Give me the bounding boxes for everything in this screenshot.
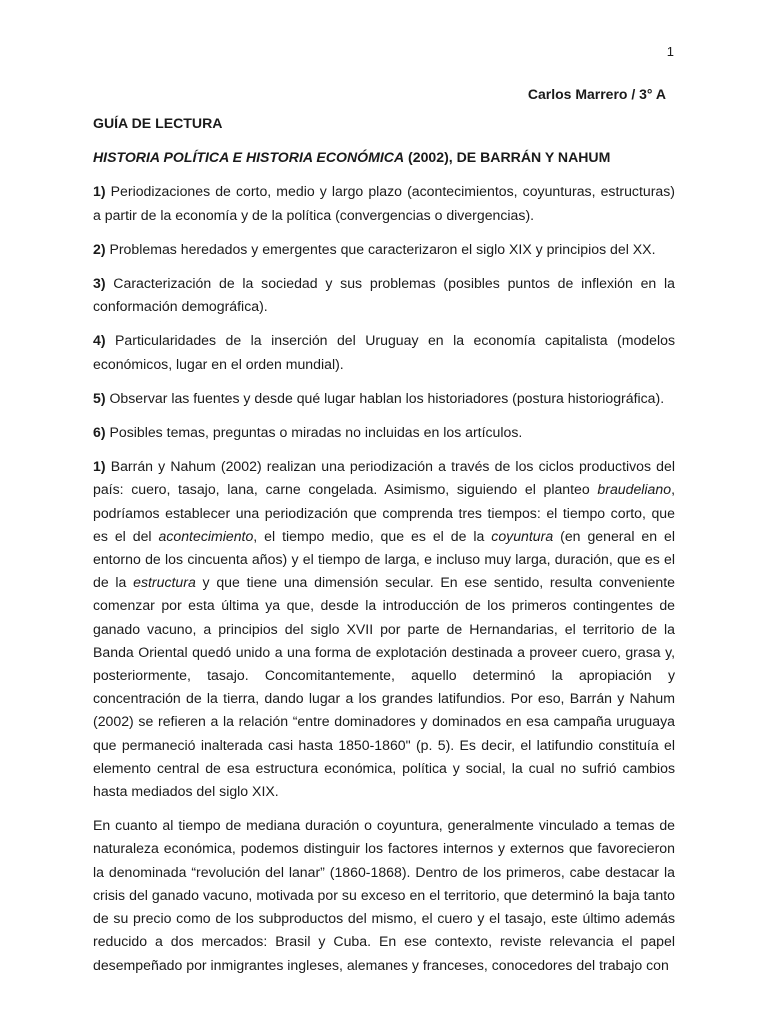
question-text: Problemas heredados y emergentes que caracterizaron el siglo XIX y principios del XX. bbox=[105, 240, 656, 257]
answer-text: y que tiene una dimensión secular. En ese sentido, resulta conveniente comenzar por esta última ya que, desde la introducción de los primeros contingentes de ganado vacuno, a principios del siglo XVII por parte de Hernandarias, el territorio de la Banda Oriental quedó unido a una forma de explotación destinada a proveer cuero, grasa y, posteriormente, tasajo. Concomitantemente, aquello determinó la apropiación y concentración de la tierra, dando lugar a los grandes latifundios. Por eso, Barrán y Nahum (2002) se refieren a la relación “entre dominadores y dominados en esa campaña uruguaya que permaneció inalterada casi hasta 1850-1860" (p. 5). Es decir, el latifundio constituía el elemento central de esa estructura económica, política y social, la cual no sufrió cambios hasta mediados del siglo XIX. bbox=[93, 574, 675, 800]
answer-text: Barrán y Nahum (2002) realizan una periodización a través de los ciclos productivos del país: cuero, tasajo, lana, carne congelada. Asimismo, siguiendo el planteo bbox=[93, 458, 675, 498]
question-text: Particularidades de la inserción del Uruguay en la economía capitalista (modelos económicos, lugar en el orden mundial). bbox=[93, 332, 675, 372]
document-body bbox=[93, 112, 675, 988]
question-2 bbox=[93, 238, 675, 261]
question-text: Observar las fuentes y desde qué lugar hablan los historiadores (postura historiográfica). bbox=[105, 389, 665, 406]
page-number: 1 bbox=[666, 44, 674, 59]
answer-1-paragraph bbox=[93, 455, 675, 803]
paragraph-2: En cuanto al tiempo de mediana duración o coyuntura, generalmente vinculado a temas de naturaleza económica, podemos distinguir los factores internos y externos que favorecieron la denominada “revolución del lanar” (1860-1868). Dentro de los primeros, cabe destacar la crisis del ganado vacuno, motivada por su exceso en el territorio, que determinó la baja tanto de su precio como de los subproductos del mismo, el cuero y el tasajo, este último además reducido a dos mercados: Brasil y Cuba. En ese contexto, reviste relevancia el papel desempeñado por inmigrantes ingleses, alemanes y franceses, conocedores del trabajo con bbox=[93, 817, 675, 973]
question-text: Periodizaciones de corto, medio y largo plazo (acontecimientos, coyunturas, estructuras) a partir de la economía y de la política (convergencias o divergencias). bbox=[93, 183, 675, 223]
question-number: 4) bbox=[93, 332, 106, 349]
question-6 bbox=[93, 421, 675, 444]
question-number: 1) bbox=[93, 183, 106, 200]
document-subheading bbox=[93, 146, 675, 169]
answer-italic-term: braudeliano bbox=[597, 481, 672, 498]
subheading-title: HISTORIA POLÍTICA E HISTORIA ECONÓMICA bbox=[93, 149, 405, 166]
subheading-rest: (2002), DE BARRÁN Y NAHUM bbox=[404, 149, 611, 166]
question-text: Posibles temas, preguntas o miradas no incluidas en los artículos. bbox=[105, 424, 523, 441]
question-number: 6) bbox=[93, 424, 106, 441]
answer-italic-term: coyuntura bbox=[491, 527, 554, 544]
question-4 bbox=[93, 329, 675, 375]
question-1 bbox=[93, 180, 675, 226]
answer-text: (en general en el entorno de los cincuenta años) y el tiempo de larga, e incluso muy larga, duración, que es el de la bbox=[93, 527, 675, 591]
answer-number: 1) bbox=[93, 458, 106, 475]
answer-italic-term: estructura bbox=[133, 574, 196, 591]
author-line: Carlos Marrero / 3° A bbox=[527, 86, 666, 102]
document-heading: GUÍA DE LECTURA bbox=[93, 115, 223, 131]
question-text: Caracterización de la sociedad y sus problemas (posibles puntos de inflexión en la conformación demográfica). bbox=[93, 275, 675, 315]
question-number: 5) bbox=[93, 389, 106, 406]
question-5 bbox=[93, 387, 675, 410]
answer-text: , podríamos establecer una periodización que comprenda tres tiempos: el tiempo corto, que es el del bbox=[93, 481, 675, 544]
question-number: 2) bbox=[93, 240, 106, 257]
question-number: 3) bbox=[93, 275, 106, 292]
answer-italic-term: acontecimiento bbox=[158, 527, 254, 544]
answer-text: , el tiempo medio, que es el de la bbox=[253, 527, 492, 544]
question-3 bbox=[93, 272, 675, 318]
